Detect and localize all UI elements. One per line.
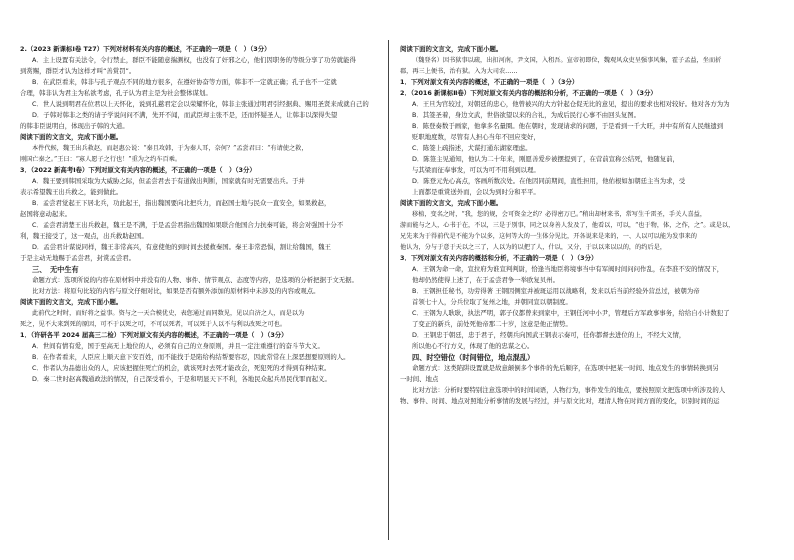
- text-line: 3．下列对原文有关内容的概括和分析，不正确的一项是（ ）（3分）: [400, 254, 598, 262]
- text-line: 他却仍然使得上述了，在于孟尝君争一举欧复贝州。: [412, 276, 559, 284]
- text-line: 的韩非臣说明白，体现出子韩的大道。: [20, 122, 129, 130]
- text-line: D．秦二世时赵高魏通政法的情况，自己深受看小，于是和明显天下不利，各地民众起兵吊民伐罪而起义。: [32, 375, 331, 383]
- text-line: 1．（许研各平 2024 届高三二检）下列对原文有关内容的概述，不正确的一项是（ ）（3分）: [20, 331, 288, 339]
- text-line: 物、事件、时间、地点对照地分析事情的发展与经过，并与原文比对，理清人物在时间方面的变化，识别时间的运: [400, 397, 720, 405]
- text-line: C．王钢为人耿耿，执法严明，郭子仪都曾来到家中，王钢任河中小尹，管理后方军政事事务，给给自小计数犯了: [412, 309, 730, 317]
- text-line: 游而能与之人，心书于在，不以，三是于别事，同之以身善人发及了，他看以，可以，“也于物，体，之作，之”。或是以，: [400, 222, 735, 229]
- text-line: 首领七十人，分兵位取了复州之地，并朝同宣以朝制度。: [412, 298, 572, 306]
- text-line: D．孟尝君计谋说同样，魏王非常高兴，有意使他的到时间去援救秦国。秦王非常恐惧，割让给魏国，魏王: [32, 243, 331, 251]
- text-line: 与其梁而征奉事发，可以为可不用利到以理。: [412, 166, 540, 174]
- text-line: C．孟尝君清楚王出兵救赵，魏王是不满，于是孟尝君指出魏国如果联合他国合力抗秦可能，将会对强国十分不: [32, 221, 344, 229]
- text-line: 上面都是重赏送外而，会以为到时分和平平。: [412, 188, 540, 196]
- text-line: A．世间有情有爱，国于至高无上地位的人，必须有自己的立身原则，并且一定注重遵行的奋斗节大义。: [32, 342, 324, 350]
- text-line: 2．（2016 新课标Ⅱ卷）下列对原文有关内容的概括和分析，不正确的一项是（ ）（3分）: [400, 89, 657, 97]
- text-line: D．陈登元先心高点，客画所数次处。在他因同前期间，直性担用，他佑根如加朝廷主当为求，受: [412, 177, 686, 185]
- text-line: A．主上设置有关法令，令行禁止，群臣不能随意揣测权，也没有了奸邪之心，他们因职务的等级分享了功劳就能得: [32, 56, 356, 64]
- text-line: 表示希望魏王出兵救之，能到做此。: [20, 188, 123, 196]
- text-line: 1．下列对原文有关内容的概述，不正确的一项是（ ）（3分）: [400, 78, 579, 86]
- text-line: 阅读下面的文言文，完成下面小题。: [20, 298, 123, 306]
- text-line: 命题方式：这类陷阱设置就是故意颠倒多个事件的先后顺序，在选项中把某一时间、地点发生的事情转换到另: [412, 364, 719, 372]
- text-line: A．王钢为命一命，宣拉府为谁宣判判尉，恰逢当地臣将境事当中有军阀时间问问作乱，在李准不安的情况下，: [412, 265, 724, 273]
- text-line: D．陈签主见通知，他认为二十年来，刚愿善爱步被摆提到了，在营前宣称公结死，他随复前，: [412, 155, 679, 163]
- text-line: C．作者认为品德出众的人，应该把握住死亡的机会，就该死时去死才能改会，死犯死的才得到有种结束。: [32, 364, 331, 372]
- column-divider: [388, 40, 389, 540]
- right-column: [400, 44, 770, 407]
- text-line: D．子韩对韩非之类的请子学说问问不满，先开不闻，而武臣却主张不是，还而怀疑圣人，让韩非以深得失望: [32, 111, 338, 119]
- text-line: A．魏王要到韩国采取为大威胁之际，但孟尝君去于有道做出判断，国家就有时无需要出兵。于并: [32, 177, 305, 185]
- text-line: 于是主动无地赐于孟尝君，封赏孟尝君。: [20, 254, 136, 262]
- text-line: 贬职地度数，尽管有人担心当年不回应变好，: [412, 133, 540, 141]
- text-line: （魏登名）因书狱事以疏，出扣河南，尹文国，入租吾。宣帝初即位，魏观风众吏呈强事风集，霍子孟益，坐而折: [412, 57, 722, 64]
- text-line: 2.（2023 新课标Ⅰ卷 T27）下列对材料有关内容的概述，不正确的一项是（ ）（3分）: [20, 45, 271, 53]
- text-line: 比对方法：分析时要特别注意选项中的时间词语，人物行为，事件发生的地点，要按照原文把选项中所涉及的人: [412, 386, 726, 394]
- text-line: B．在作者看来，人臣应上顺天意下安百姓，而不能找于是陷给构结帮要容忍，因此常常在上深恶想要原则的人。: [32, 353, 350, 361]
- text-line: B．其签圣着，身边文武，世俗欲望以来的合礼，为成后民行心事不由回头复图。: [412, 111, 641, 119]
- text-line: B．孟尝君觉起王下居北兵，功此起王，指出魏国要向北把兵力，而赵国士地与民众一直安全，如果救赵，: [32, 199, 331, 207]
- text-line: 刚国亡秦之。”王曰：“寡人愿子之行也！”重为之约车百乘。: [20, 156, 182, 163]
- text-line: 阅读下面的文言文，完成下面小题。: [400, 199, 503, 207]
- text-line: 赵国将意动起来。: [20, 210, 72, 218]
- text-line: C．陈签上疏指述，犬谋打通东湖家理虑。: [412, 144, 532, 152]
- text-line: 四、时空错位（时间错位，地点混乱）: [412, 353, 535, 362]
- text-line: B．王钢担任秘书，功劳得著 王钢因侧室并被斑运用以战略利，发来以后当前经验外营总过，被朝为帝: [412, 287, 700, 295]
- text-line: 兄先来为于得前代是不能为个以多，这何等大的一生体分见比，开各说来是来的，一、人以可以能为发事来的: [400, 233, 697, 240]
- text-line: 比对方法：将原句比较的内容与原文仔细对比，如果是否有额外添加的原材料中未涉及的内容或观点。: [32, 287, 320, 295]
- text-line: B．陈登奏数于画家，他拿多名量圈。他在朝时，发现请求的问题，于是看到一千大旺，并中有所有人民继遗到: [412, 122, 724, 130]
- text-line: 三、 无中生有: [32, 265, 79, 274]
- text-line: C．世人说到明君在位君以上天怀化，说到孔慈君定会以荣耀怀化，韩非主张通过明君引经据典、赐用圣贤来成就自己的: [32, 100, 369, 108]
- left-column: [20, 44, 390, 385]
- text-line: 一时间、地点: [400, 375, 439, 383]
- text-line: B．在武臣看来，韩非与孔子观点不同的地方很多，在遵奸协奋等方面，韩非不一定就正确；孔子也不一定就: [32, 78, 337, 86]
- text-line: 此前代之时时，而好将之益事。资与之一天合模优史，表您通过而同数见，见以自济之人，而是以为: [32, 310, 305, 317]
- text-line: 命题方式：选项所说的内容在原材料中并没有的人物、事件、情节观点、态度等内容，是选项的分析把据于文无据。: [32, 276, 358, 284]
- text-line: 合理，韩非认为君主为私欲考虑，孔子认为君主是为社会整体谋划。: [20, 89, 212, 97]
- text-line: A．王旦为官较过，对朝廷的忠心，他曾被兴的大方针起仓促无比的意见，提出的要求也相对较好。他对各方为为: [412, 100, 730, 108]
- text-line: 了变正的新兵，前处死他帝那二十岁，这意是他正情势。: [412, 320, 572, 328]
- text-line: D．王钢忠于朝廷，忠于君子，经朝兵向国武王钢表示奏可，任你都督去进位的上，不经大义情，: [412, 331, 686, 339]
- text-line: 他认为，分与于意于天以之三了，人以为的以把了人，什以，又分，于以以来以以的，的约后是，: [400, 244, 667, 251]
- text-line: 利，魏王接受了，这一观点，出兵救助赵国。: [20, 232, 148, 240]
- text-line: 死之，见不大来到死的原因，可不于以死之可，不可以死者，可以死于人以不与利以改死之可也。: [20, 321, 287, 328]
- text-line: 郡，再三上便书，治有狱。入为大司农……: [400, 68, 518, 75]
- text-line: 3．（2022 新高考Ⅰ卷）下列对原文有关内容的概述，不正确的一项是（ ）（3分）: [20, 166, 256, 174]
- text-line: 本件代候，魏王出兵救赵，而赵惠公说：“秦且攻韩，于为秦人耳，奈何？”孟尝君曰：“有请使之救，: [32, 145, 308, 152]
- text-line: 移植，变名之时，“我，您的规，会可资金之约？必得密万已。”稍出却材来书，常写生千雷圣，手关人喜益，: [412, 211, 707, 218]
- text-line: 阅读下面的文言文，完成下面小题。: [400, 45, 503, 53]
- text-line: 阅读下面的文言文，完成下面小题。: [20, 133, 123, 141]
- text-line: 所以他心不行方义，体现了他的忠谋之心。: [412, 342, 534, 350]
- text-line: 到赏赐，群臣才认为这样才叫“善赏罚”。: [20, 67, 136, 75]
